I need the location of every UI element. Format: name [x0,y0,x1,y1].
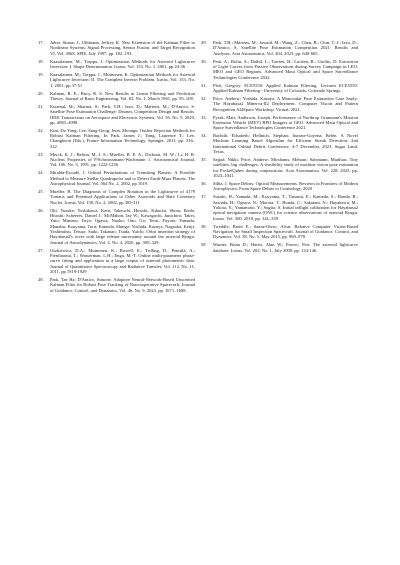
reference-number: 18. [38,58,44,64]
reference-text: Plett, Gregory. ECE5550: Applied Kalman Filtering. Lectures ECE5550: Applied Kalman Filtering - University of Colorado, Colorado Springs. [213,82,358,93]
reference-text: Kaasalainen, M.; Torppa, J. Optimization Methods for Asteroid Lightcurve Inversion: I. Shape Determination. Icarus, Vol. 153, No. 1, 2001, pp 24-36 [50,58,195,69]
reference-entry [38,248,195,275]
reference-text: Silha, J. Space Debris: Optical Measurements. Reviews in Frontiers of Modern Astrophysics: From Space Debris to Cosmology, 2020 [213,181,358,192]
reference-number: 34. [201,133,207,139]
reference-entry [38,91,195,102]
reference-number: 38. [201,223,207,229]
reference-entry [201,133,358,154]
reference-entry [38,59,195,70]
reference-number: 24. [38,170,44,176]
reference-number: 20. [38,90,44,96]
reference-entry [38,277,195,293]
reference-text: Tweddle, Brent E.; Saenz-Otero, Alvar. Relative Computer Vision-Based Navigation for Small Inspection Spacecraft. Journal of Guidance, Control, and Dynamics, Vol. 38, No. 5, May 2015, pp. 969–978. [213,223,358,240]
reference-text: Julier, Simon J.; Uhlmann, Jeffrey K. New Extension of the Kalman Filter to Nonlinear Systems. Signal Processing, Sensor Fusion, and Target Recognition VI, Vol. 3068, SPIE, July 1997, pp. 182–193. [50,40,195,56]
reference-text: Park, T.H.; Märtens, M.; Jawaid, M.; Wang, Z.; Chen, B.; Chin, T.-J.; Izzo, D.; D'Amico, S. Satellite Pose Estimation Competition 2021: Results and Analyses. Acta Astronautica, Vol. 204, 2023, pp. 640-665. [213,40,358,56]
reference-entry [201,40,358,56]
reference-entry [201,194,358,221]
reference-number: 29. [201,40,207,45]
reference-text: Pyrak, Matt; Anderson, Joseph. Performance of Northrop Grumman's Mission Extension Vehicle (MEV) RPO Imagers at GEO. Advanced Maui Optical and Space Surveillance Technologies Conference 2021. [213,114,358,131]
reference-entry [201,242,358,253]
reference-text: Kisantal, M.; Sharma, S.; Park, T.H.; Izzo, D.; Märtens, M.; D'Amico, S. Satellite Pose Estimation Challenge: Dataset, Competition Design and Results. IEEE Transactions on Aerospace and Electronic Systems, Vol. 56, No. 5, 2020, pp. 4083–4098. [50,103,195,125]
reference-text: Oszkiewicz, D.A.; Muinonen, K.; Bowell, E.; Trilling, D.; Penttilä, A.; Pieniluoma, T.; Wasserman, L.H.; Enga, M.-T. Online multi-parameter phase-curve fitting and application to a large corpus of asteroid photometric data. Journal of Quantitative Spectroscopy and Radiative Transfer, Vol. 112, No. 11, 2011, pp 1919-1929 [50,247,195,274]
reference-entry [201,224,358,240]
reference-entry [38,152,195,168]
reference-entry [38,170,195,186]
reference-entry [38,128,195,149]
reference-number: 27. [38,247,44,253]
reference-number: 19. [38,71,44,77]
reference-text: Suzuki, H.; Yamada, M.; Kouyama, T.; Tatsumi, E.; Kameda, S.; Honda, R.; Sawada, H.; Ogawa, N.; Morota, T.; Honda, C.; Sakatani, N.; Hayakawa, M.; Yokota, Y.; Yamamoto, Y.; Sugita, S. Initial inflight calibration for Hayabusa2 optical navigation camera (ONC) for science observations of asteroid Ryugu. Icarus. Vol. 300. 2018. pp. 341–359. [213,194,358,221]
reference-number: 25. [38,189,44,194]
reference-text: Warner, Brian D.; Harris, Alan W.; Pravec, Petr. The asteroid lightcurve database. Icarus, Vol. 202, No. 1, July 2009, pp. 134-146. [213,242,358,253]
reference-text: Rachith, Elisabeth; Hellnich, Stephan; Iturrate-Goyena, Belén. A Novel Machine Learning Based Algorithm for Efficient Streak Detection. 2nd International Orbital Debris Conference. 4-7 December, 2023. Sugar Land, Texas. [213,133,358,155]
reference-entry [201,83,358,94]
reference-entry [38,208,195,245]
reference-text: Sajjad, Nikki; Price, Andrew; Mirshams, Mehran; Salzmann, Matthias. Tiny satellites, big challenges: A feasibility study of machine vision pose estimation for PocketQubes during conjunctions. Acta Astronautica. Vol. 228, 2025, pp. 1023–1041. [213,157,358,179]
reference-text: Merck, K. J.; Belton, M. J. S.; Mueller, B. E. A.; Dickson, M. W.; Li, H. R. Nucleus Properties of P/Schwassmann-Wachmann 1. Astronomical Journal, Vol. 106, No. 3, 1991, pp. 1222-1236 [50,151,195,168]
reference-text: Petit, A.; Rolin, A.; Dathil, L.; Tarrieu, H.; Lucken, R.; Giolito, D. Extraction of Light Curves from Passive Observations during Survey Campaign in LEO, MEO and GEO Regions. Advanced Maui Optical and Space Surveillance Technologies Conference 2022. [213,58,358,80]
reference-entry [38,189,195,205]
reference-number: 21. [38,103,44,109]
reference-entry [38,72,195,88]
reference-text: Kim, Do Yong; Lee, Sang-Goog; Jeon, Moongu. Outlier Rejection Methods for Robust Kalman Filtering. In Park, James J.; Yang, Laurence T.; Lee, Changhoon (Eds.), Future Information Technology, Springer, 2011, pp. 316–322. [50,127,195,149]
reference-number: 37. [201,194,207,200]
reference-text: Kalman, R. E.; Bucy, R. S. New Results in Linear Filtering and Prediction Theory. Journal of Basic Engineering, Vol. 83, No. 1, March 1961, pp. 95–108. [50,90,195,101]
reference-text: Mueller, B. The Diagnosis of Complex Rotation in the Lightcurve of 4179 Toutatis and Potential Applications to Other Asteroids and Bare Cometary Nuclei. Icarus, Vol. 158, No. 2, 2002, pp 305-311 [50,189,195,205]
reference-number: 30. [201,58,207,64]
reference-number: 36. [201,181,207,187]
reference-entry [201,59,358,80]
reference-text: Park, Tae Ha; D'Amico, Simone. Adaptive Neural-Network-Based Unscented Kalman Filter for Robust Pose Tracking of Noncooperative Spacecraft. Journal of Guidance, Control, and Dynamics, Vol. 46, No. 9, 2023, pp. 1671–1688. [50,276,195,293]
reference-number: 17. [38,40,44,45]
reference-number: 22. [38,127,44,133]
reference-number: 31. [201,82,207,88]
reference-number: 35. [201,157,207,163]
reference-number: 23. [38,151,44,157]
reference-number: 33. [201,114,207,120]
references-right-column [201,40,358,256]
reference-entry [38,40,195,56]
reference-text: Kaasalainen, M.; Torppa, J.; Muinonen, K. Optimization Methods for Asteroid Lightcurve Inversion: II. The Complete Inverse Problem. Icarus, Vol. 153, No. 1, 2001, pp 37-51 [50,71,195,88]
reference-text: Oki, Yusuke; Yoshikawa, Kent; Takeuchi, Hiroshi; Kikuchi, Shota; Ikeda, Hitoshi; Scheeres, Daniel J.; McMahon, Jay W.; Kawaguchi, Junichiro; Takei, Yuto; Mimasu, Yuya; Ogawa, Naoko; Ono, Go; Terui, Fuyuto; Yamada, Manabu; Kouyama, Toru; Kameda, Shingo; Yoshida, Kazuya; Nagaoka, Kenji; Yoshimitsu, Tetsuo; Saiki, Takanao; Tsuda, Yuichi. Orbit insertion strategy of Hayabusa2's rover with large release uncertainty around the asteroid Ryugu. Journal of Astrodynamics, Vol. 4, No. 4, 2020, pp. 309–329. [50,207,195,245]
reference-number: 28. [38,276,44,282]
reference-entry [201,96,358,112]
reference-entry [38,104,195,125]
reference-number: 32. [201,95,207,101]
reference-number: 39. [201,242,207,248]
reference-entry [201,115,358,131]
reference-entry [201,157,358,178]
references-left-column [38,40,195,296]
reference-entry [201,181,358,192]
reference-number: 26. [38,207,44,213]
reference-text: Price, Andrew; Yoshida, Kazuya. A Monocular Pose Estimation Case Study: The Hayabusa2 Minerva-II2 Deployment. Computer Vision and Pattern Recognition AI4Space Workshop. Virtual, 2021. [213,95,358,112]
reference-text: Miralda-Escudé, J. Orbital Perturbations of Transiting Planets: A Possible Method to Measure Stellar Quadrupoles and to Detect Earth-Mass Planets. The Astrophysical Journal, Vol. 564 No. 2, 2002, pp 1019. [50,170,195,187]
